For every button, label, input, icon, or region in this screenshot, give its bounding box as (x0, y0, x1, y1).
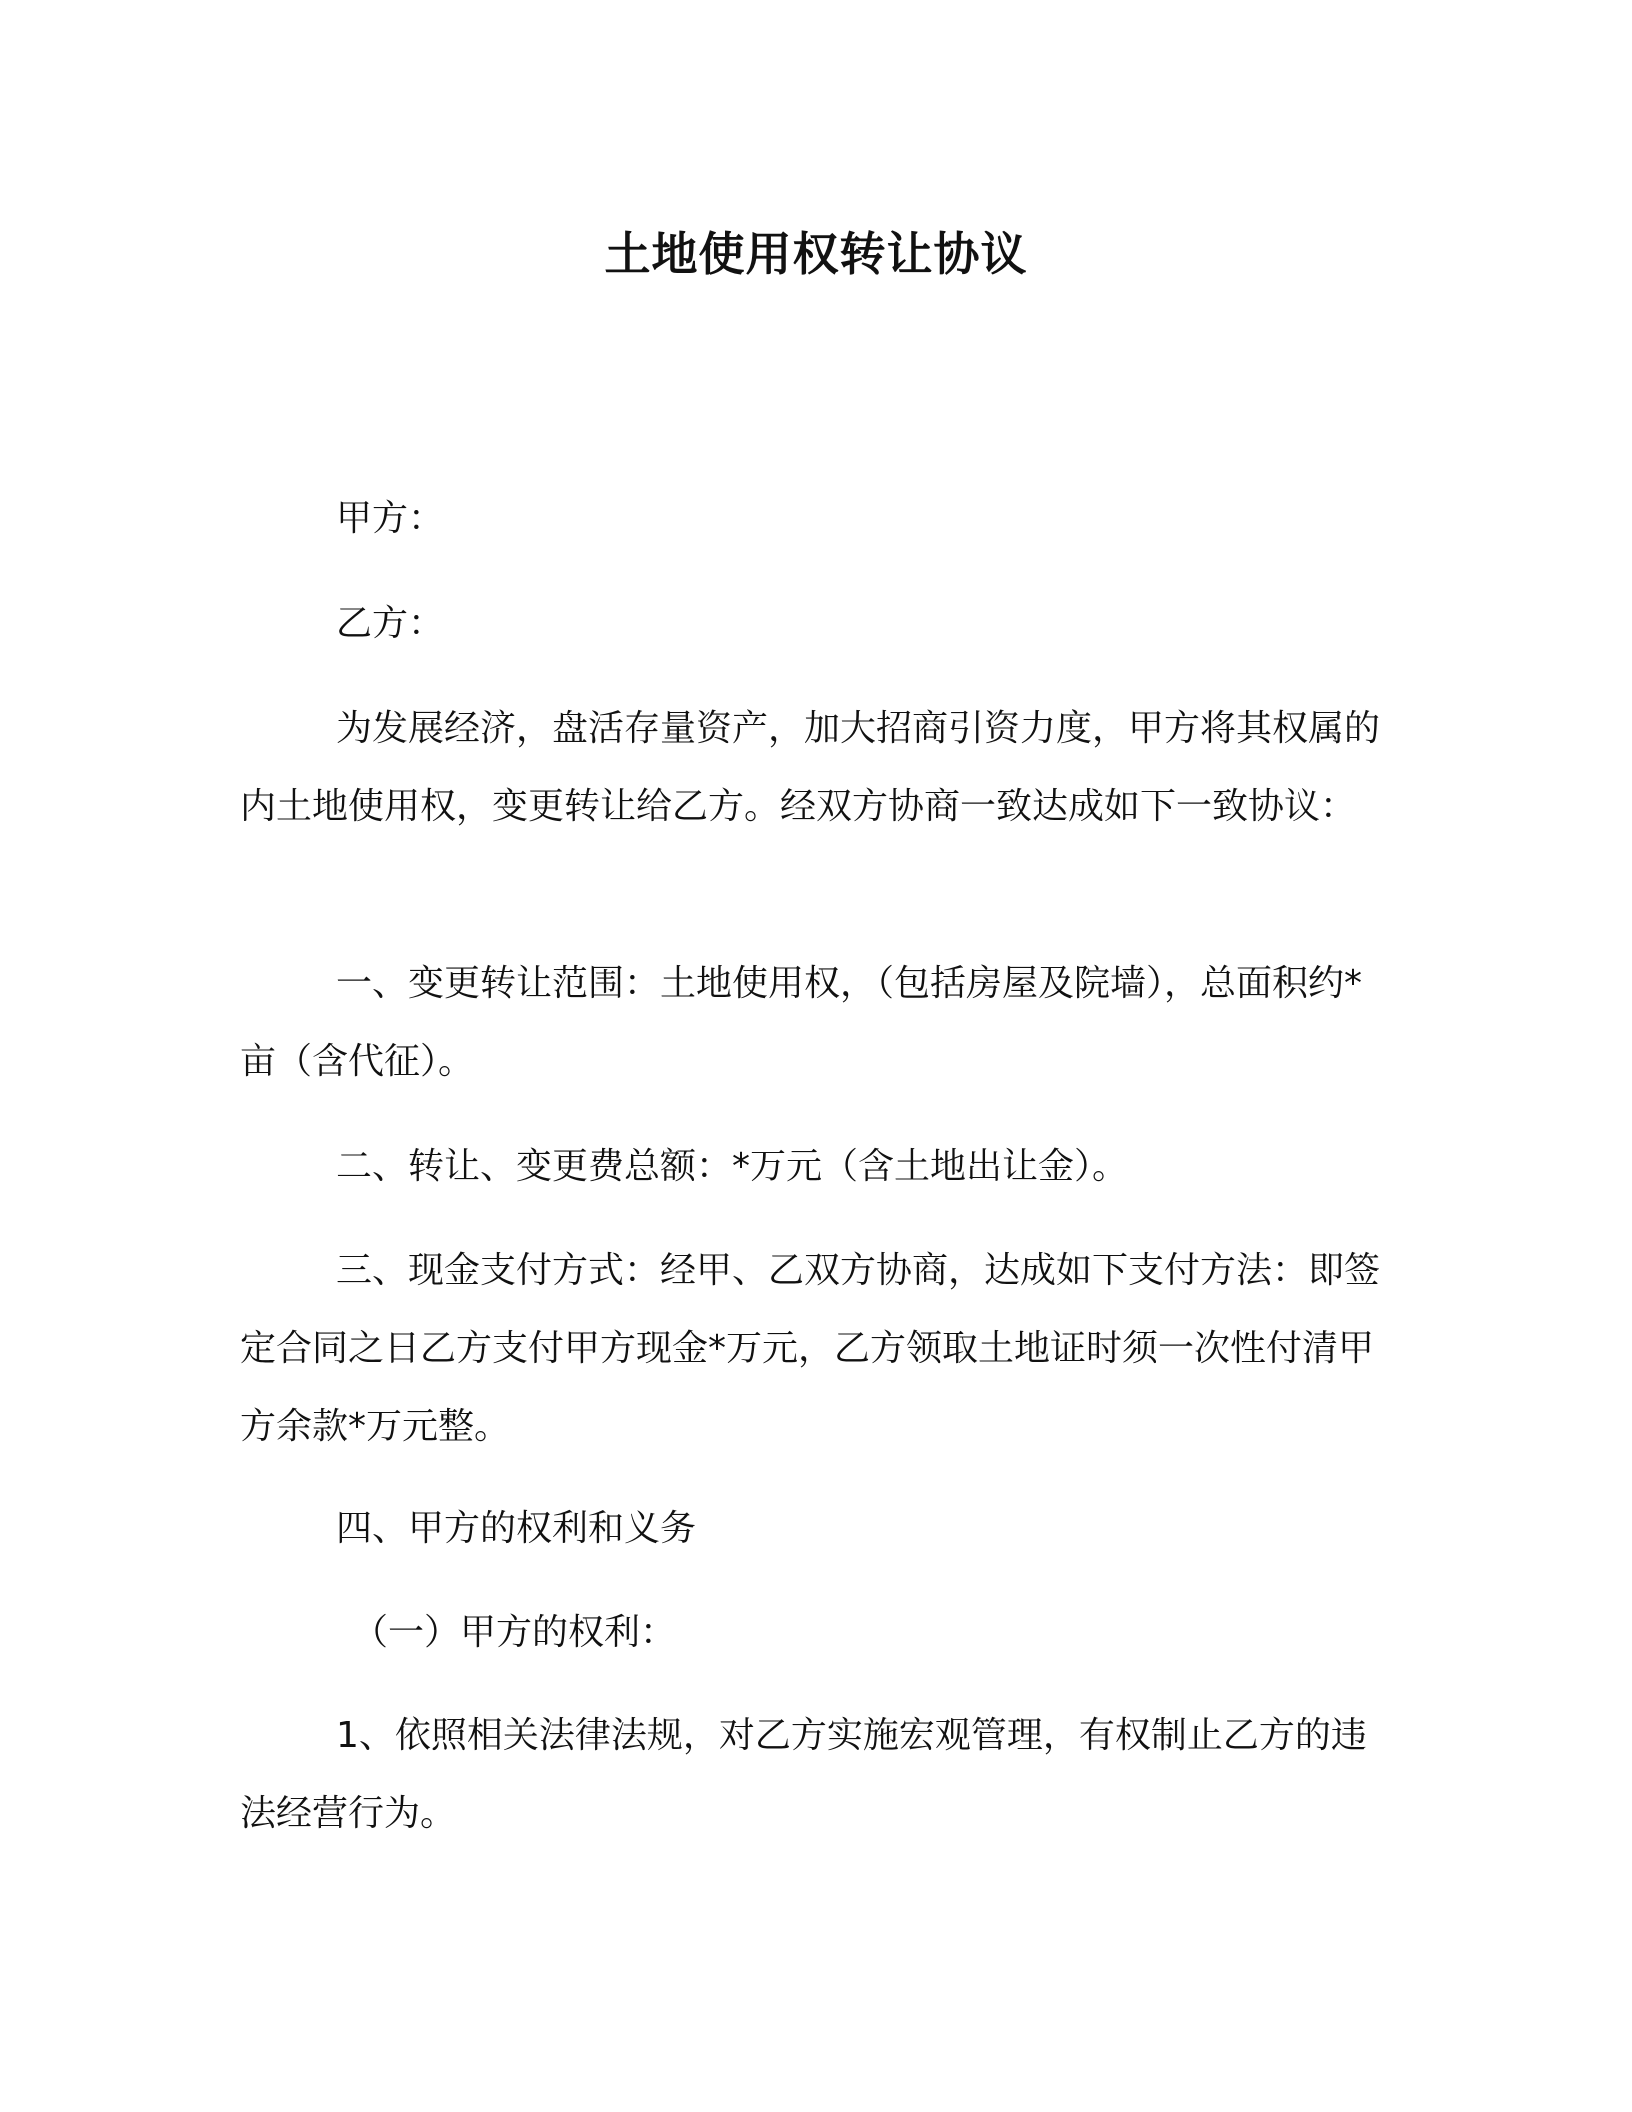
clause-4-heading: 四、甲方的权利和义务 (336, 1508, 697, 1549)
clause-1-paragraph: 一、变更转让范围：土地使用权，（包括房屋及院墙），总面积约*亩（含代征）。 (240, 963, 1363, 1082)
preamble-paragraph: 为发展经济，盘活存量资产，加大招商引资力度，甲方将其权属的内土地使用权，变更转让给乙方。经双方协商一致达成如下一致协议： (240, 708, 1381, 827)
clause-4-item-1: 1、依照相关法律法规，对乙方实施宏观管理，有权制止乙方的违法经营行为。 (240, 1715, 1367, 1834)
clause-2-paragraph: 二、转让、变更费总额：*万元（含土地出让金）。 (336, 1146, 1129, 1187)
party-a-line: 甲方： (336, 498, 445, 539)
clause-4-subheading: （一）甲方的权利： (352, 1612, 677, 1653)
page-title: 土地使用权转让协议 (604, 227, 1028, 281)
clause-3-paragraph: 三、现金支付方式：经甲、乙双方协商，达成如下支付方法：即签定合同之日乙方支付甲方现金*万元，乙方领取土地证时须一次性付清甲方余款*万元整。 (240, 1250, 1381, 1447)
party-b-line: 乙方： (336, 603, 445, 644)
